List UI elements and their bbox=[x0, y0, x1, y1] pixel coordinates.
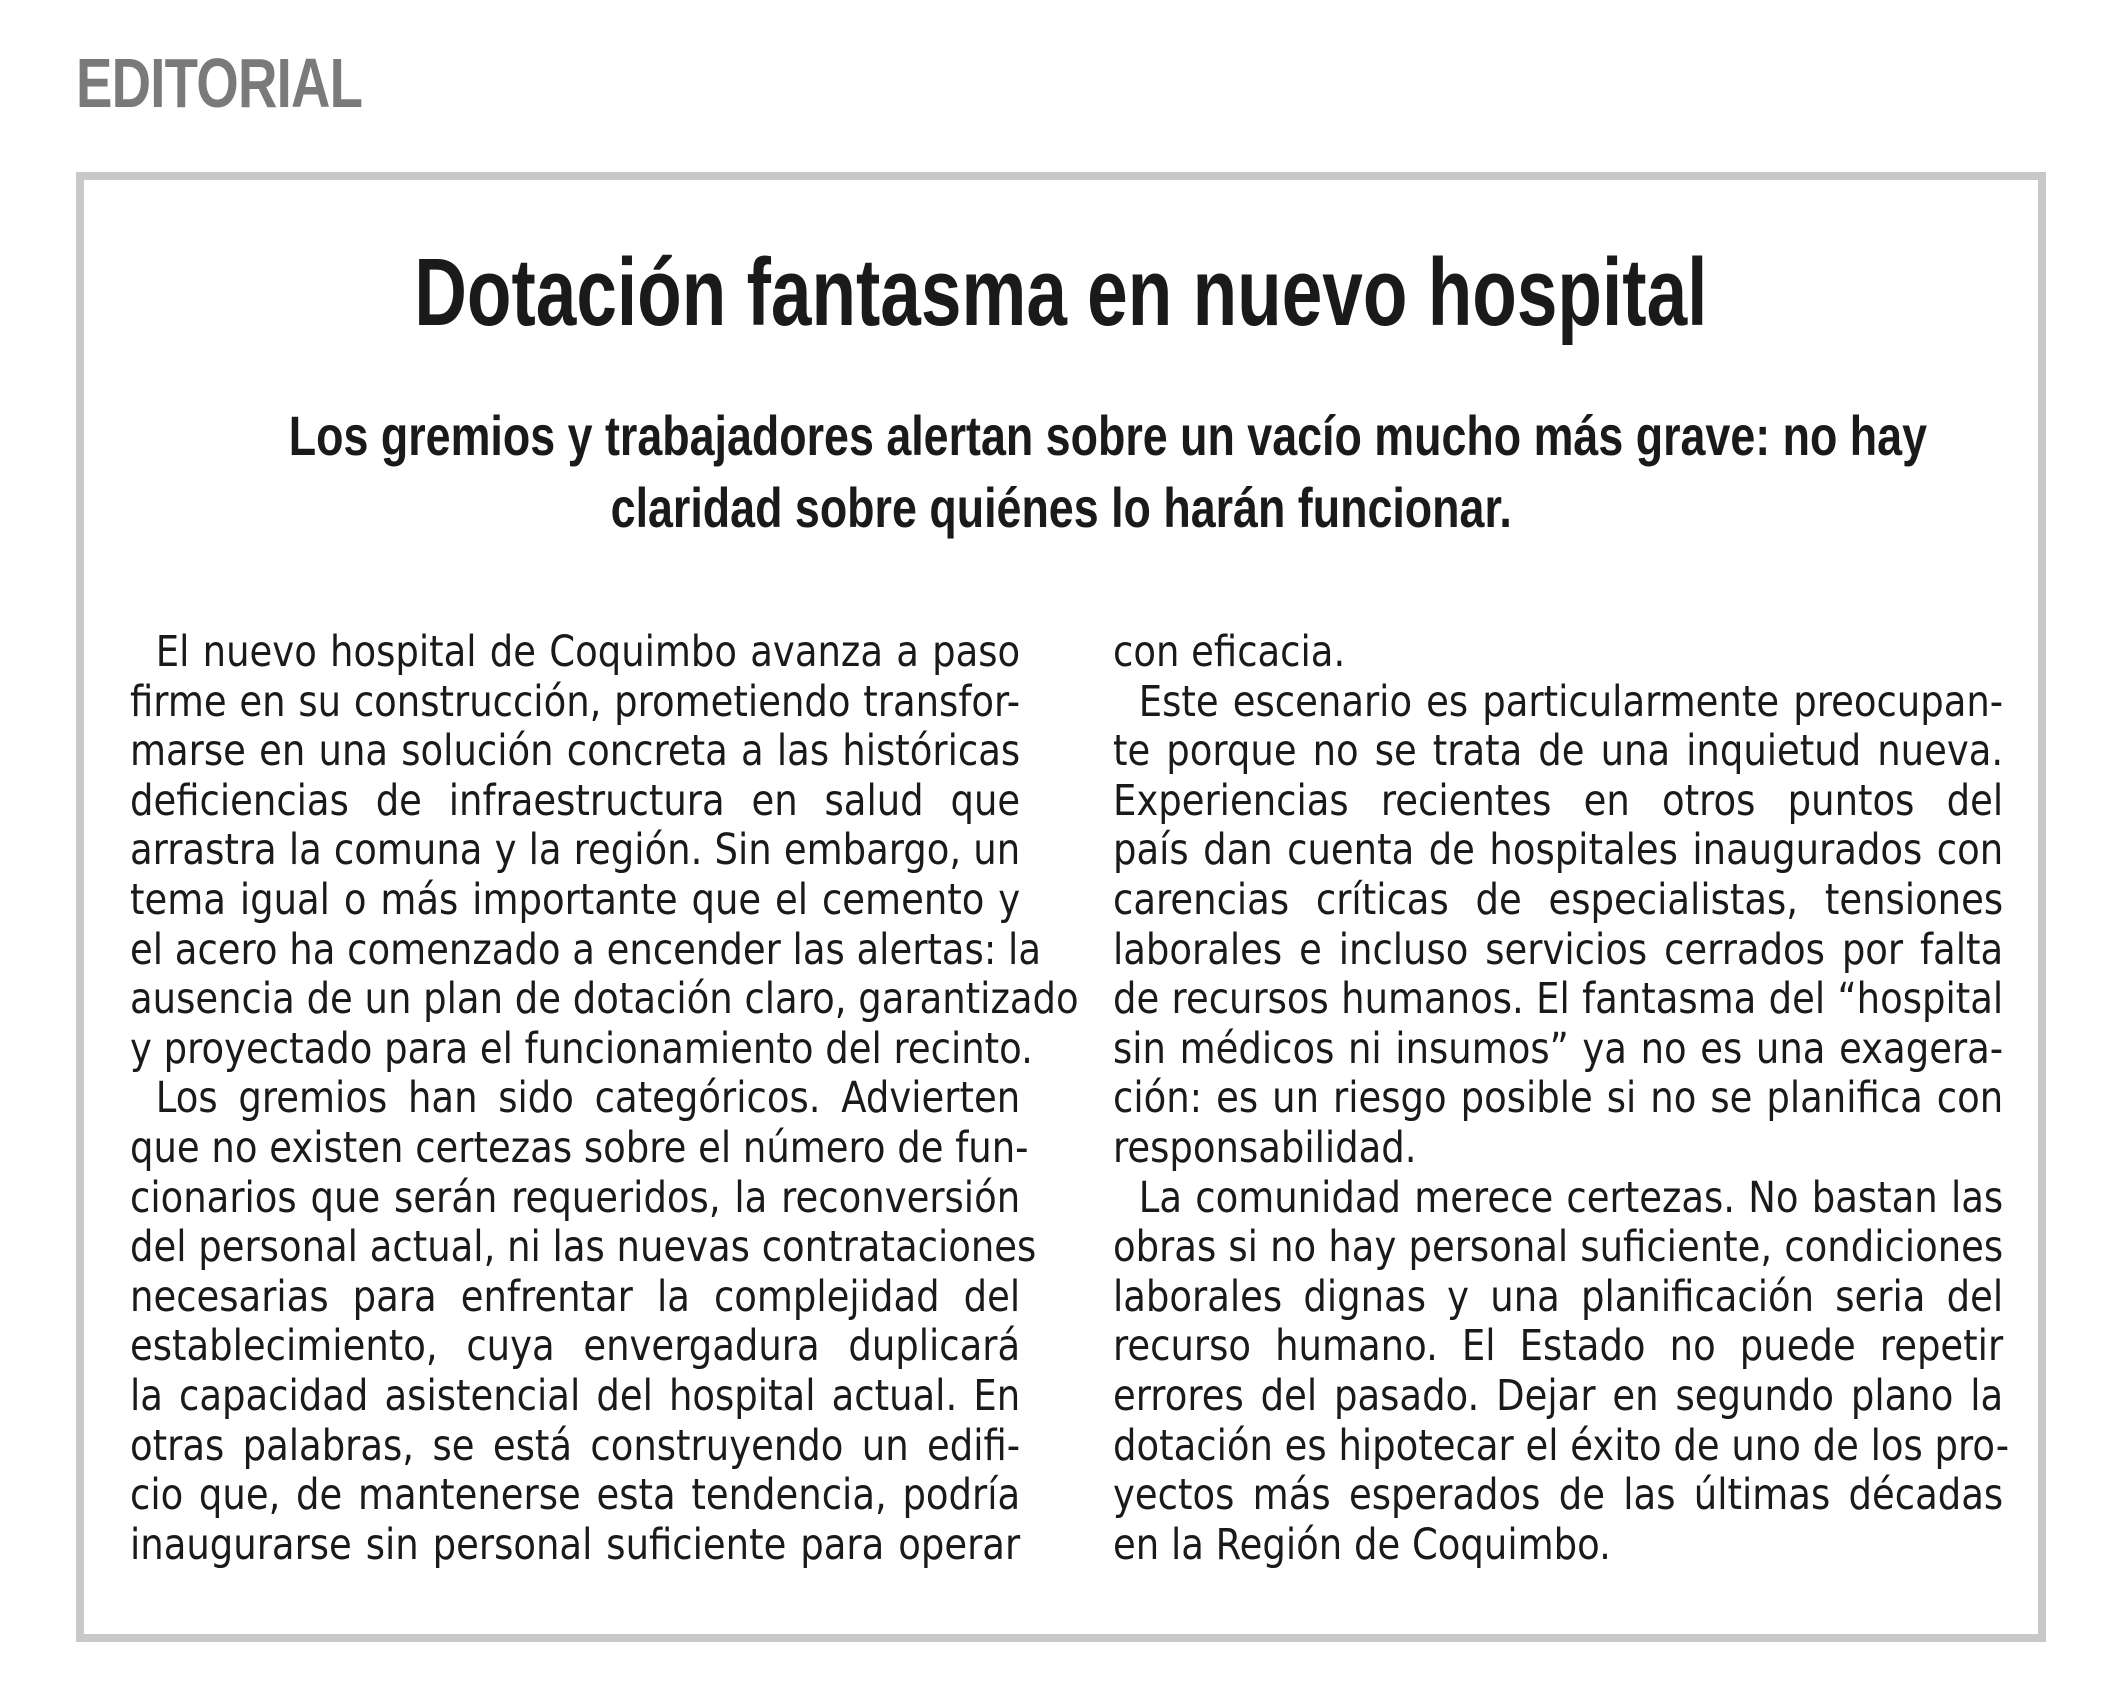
subheadline-line-2: claridad sobre quiénes lo harán funcionar. bbox=[610, 476, 1512, 539]
body-line: laborales dignas y una planificación seria del bbox=[1113, 1271, 2004, 1322]
body-line: deficiencias de infraestructura en salud que bbox=[130, 775, 1021, 826]
body-line: recurso humano. El Estado no puede repetir bbox=[1113, 1321, 2004, 1372]
body-line: yectos más esperados de las últimas décadas bbox=[1113, 1470, 2004, 1521]
body-line: dotación es hipotecar el éxito de uno de los pro- bbox=[1113, 1420, 2010, 1471]
subheadline-line-1: Los gremios y trabajadores alertan sobre un vacío mucho más grave: no hay bbox=[288, 404, 1928, 467]
body-line: Los gremios han sido categóricos. Advierten bbox=[155, 1073, 1021, 1124]
body-line: necesarias para enfrentar la complejidad del bbox=[130, 1271, 1021, 1322]
body-line: laborales e incluso servicios cerrados por falta bbox=[1113, 924, 2004, 975]
body-line: de recursos humanos. El fantasma del “hospital bbox=[1113, 974, 2004, 1025]
headline bbox=[84, 238, 2038, 348]
body-line: tema igual o más importante que el cemento y bbox=[130, 874, 1021, 925]
body-line: la capacidad asistencial del hospital actual. En bbox=[130, 1370, 1021, 1421]
body-line: país dan cuenta de hospitales inaugurados con bbox=[1113, 825, 2004, 876]
body-line: carencias críticas de especialistas, tensiones bbox=[1113, 874, 2004, 925]
body-line: ción: es un riesgo posible si no se planifica con bbox=[1113, 1073, 2004, 1124]
body-line: establecimiento, cuya envergadura duplicará bbox=[130, 1321, 1021, 1372]
body-line: arrastra la comuna y la región. Sin embargo, un bbox=[130, 825, 1021, 876]
body-line: y proyectado para el funcionamiento del recinto. bbox=[130, 1023, 1033, 1074]
body-line: el acero ha comenzado a encender las alertas: la bbox=[130, 924, 1041, 975]
section-label: EDITORIAL bbox=[76, 44, 363, 122]
body-line: te porque no se trata de una inquietud nueva. bbox=[1113, 726, 2004, 777]
body-line: ausencia de un plan de dotación claro, garantizado bbox=[130, 974, 1079, 1025]
body-line: responsabilidad. bbox=[1113, 1122, 1417, 1173]
body-line: Experiencias recientes en otros puntos del bbox=[1113, 775, 2004, 826]
body-line: que no existen certezas sobre el número de fun- bbox=[130, 1122, 1029, 1173]
body-line: errores del pasado. Dejar en segundo plano la bbox=[1113, 1370, 2004, 1421]
body-line: inaugurarse sin personal suficiente para operar bbox=[130, 1519, 1021, 1570]
subheadline-line bbox=[84, 472, 2038, 544]
body-line: con eficacia. bbox=[1113, 627, 1346, 677]
body-line: del personal actual, ni las nuevas contrataciones bbox=[130, 1222, 1037, 1273]
body-line: firme en su construcción, prometiendo transfor- bbox=[130, 676, 1021, 727]
body-line: otras palabras, se está construyendo un edifi- bbox=[130, 1420, 1021, 1471]
body-line: El nuevo hospital de Coquimbo avanza a paso bbox=[155, 627, 1021, 677]
editorial-box bbox=[76, 172, 2046, 1642]
right-column bbox=[1113, 627, 2010, 1570]
left-column bbox=[130, 627, 1079, 1570]
body-line: Este escenario es particularmente preocupan- bbox=[1138, 676, 2004, 727]
body-line: marse en una solución concreta a las históricas bbox=[130, 726, 1021, 777]
headline-text: Dotación fantasma en nuevo hospital bbox=[414, 239, 1708, 346]
body-line: en la Región de Coquimbo. bbox=[1113, 1519, 1611, 1570]
subheadline-line bbox=[84, 400, 2038, 472]
body-line: cio que, de mantenerse esta tendencia, podría bbox=[130, 1470, 1021, 1521]
subheadline bbox=[84, 400, 2038, 544]
body-line: obras si no hay personal suficiente, condiciones bbox=[1113, 1222, 2004, 1273]
body-line: La comunidad merece certezas. No bastan las bbox=[1138, 1172, 2004, 1223]
body-line: cionarios que serán requeridos, la reconversión bbox=[130, 1172, 1021, 1223]
body-line: sin médicos ni insumos” ya no es una exagera- bbox=[1113, 1023, 2004, 1074]
